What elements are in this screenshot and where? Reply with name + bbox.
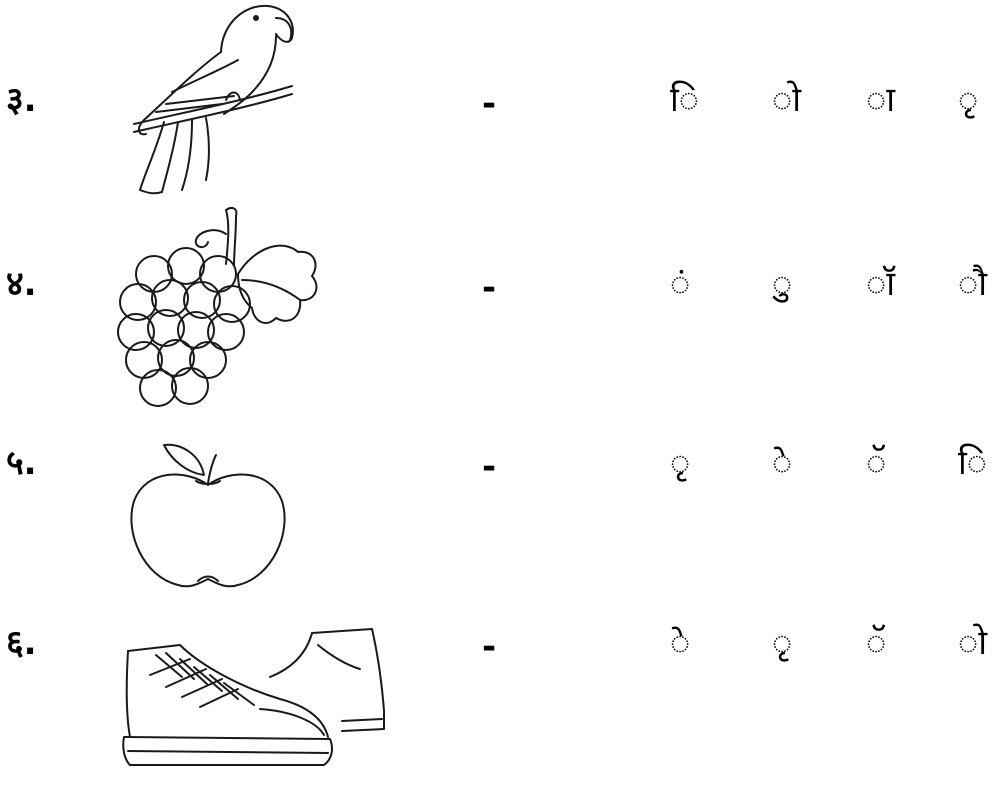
option-2: ु <box>772 264 793 304</box>
grapes-icon <box>114 204 326 414</box>
apple-icon <box>126 439 290 591</box>
parrot-icon <box>126 0 298 196</box>
answer-dash: - <box>482 84 497 124</box>
option-4: ौ <box>958 264 988 304</box>
question-number: ६. <box>6 623 37 663</box>
question-number: ३. <box>6 80 37 120</box>
option-4: ि <box>958 443 988 483</box>
option-2: े <box>772 443 793 483</box>
answer-dash: - <box>482 447 497 487</box>
option-1: ं <box>670 264 691 304</box>
option-4: ृ <box>958 80 979 120</box>
answer-dash: - <box>482 268 497 308</box>
question-row-5 <box>0 415 1006 595</box>
option-2: ृ <box>772 623 793 663</box>
option-1: े <box>670 623 691 663</box>
option-1: ृ <box>670 443 691 483</box>
option-2: ो <box>772 80 802 120</box>
option-3: ॉ <box>866 264 896 304</box>
answer-dash: - <box>482 627 497 667</box>
question-number: ५. <box>6 443 37 483</box>
question-row-3 <box>0 0 1006 200</box>
shoes-icon <box>120 625 390 775</box>
question-number: ४. <box>6 264 37 304</box>
option-1: ि <box>670 80 700 120</box>
option-3: ॅ <box>866 623 887 663</box>
option-3: ा <box>866 80 896 120</box>
question-row-6 <box>0 595 1006 785</box>
option-3: ॅ <box>866 443 887 483</box>
option-4: ो <box>958 623 988 663</box>
question-row-4 <box>0 200 1006 415</box>
